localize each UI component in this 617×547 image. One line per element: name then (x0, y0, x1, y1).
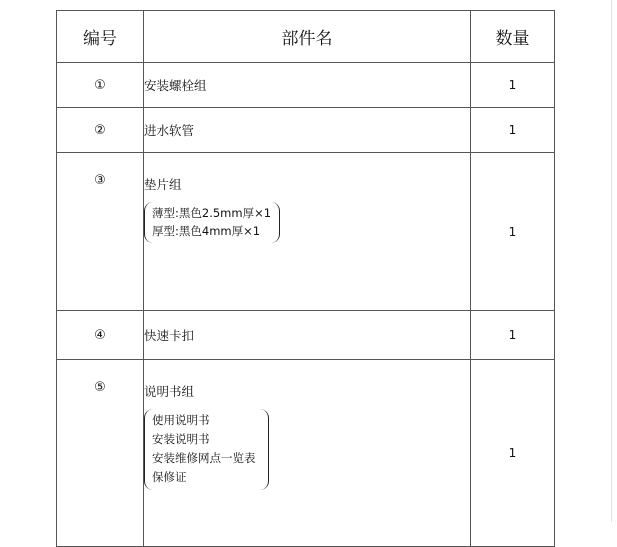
parts-list-table (56, 10, 555, 547)
part-name: 进水软管 (144, 108, 471, 153)
page-edge-line (611, 0, 612, 522)
header-number: 编号 (57, 11, 144, 63)
part-name: 安装螺栓组 (144, 63, 471, 108)
sub-item: 厚型:黑色4mm厚×1 (152, 224, 261, 238)
header-quantity: 数量 (471, 11, 555, 63)
part-name: 说明书组 (144, 384, 195, 399)
part-quantity: 1 (471, 63, 555, 108)
part-group-cell (144, 153, 471, 311)
part-quantity: 1 (471, 108, 555, 153)
table-row (57, 311, 555, 360)
part-quantity: 1 (471, 360, 555, 547)
part-quantity: 1 (471, 311, 555, 360)
sub-item: 安装维修网点一览表 (152, 451, 256, 465)
row-number: ① (57, 63, 144, 108)
table-row (57, 153, 555, 311)
sub-item: 安装说明书 (152, 432, 210, 446)
sub-item-brace-group (144, 409, 269, 490)
part-name: 垫片组 (144, 177, 182, 192)
table-header-row (57, 11, 555, 63)
row-number: ⑤ (57, 360, 144, 547)
part-name: 快速卡扣 (144, 311, 471, 360)
sub-item: 保修证 (152, 470, 187, 484)
row-number: ④ (57, 311, 144, 360)
part-group-cell (144, 360, 471, 547)
part-quantity: 1 (471, 153, 555, 311)
header-part-name: 部件名 (144, 11, 471, 63)
table-row (57, 63, 555, 108)
row-number: ② (57, 108, 144, 153)
sub-item-brace-group (144, 202, 280, 243)
row-number: ③ (57, 153, 144, 311)
table-row (57, 360, 555, 547)
sub-item: 薄型:黑色2.5mm厚×1 (152, 206, 272, 220)
sub-item: 使用说明书 (152, 413, 210, 427)
table-row (57, 108, 555, 153)
